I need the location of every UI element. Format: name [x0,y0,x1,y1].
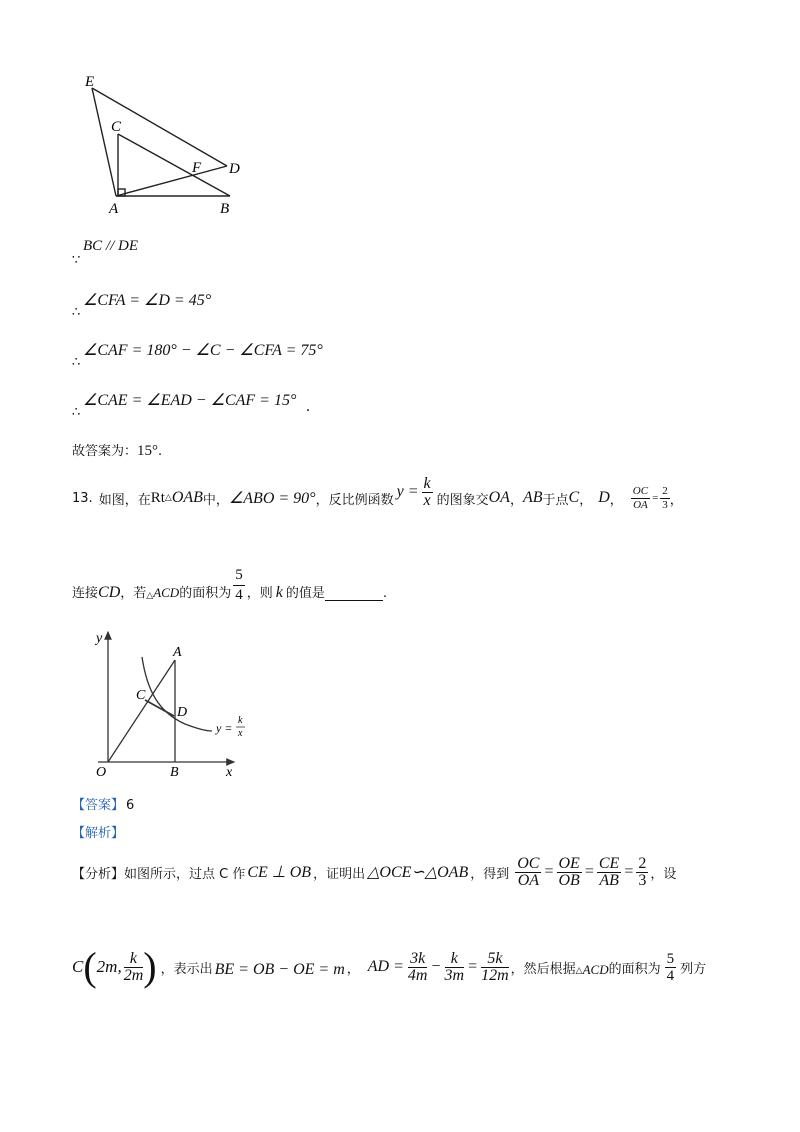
analysis-line-2 [72,942,706,992]
triangle-acd: ACD [153,585,180,600]
label-o: O [96,765,107,780]
figure-hyperbola-graph [90,625,250,780]
ad-lhs: AD = [367,958,404,975]
step-1-text: BC // DE [83,238,138,254]
equals-sign: = [468,958,478,975]
area-denominator: 4 [235,587,243,603]
numerator: OC [517,854,540,872]
segment-cd [145,700,174,716]
coordinate-y-fraction [124,951,144,984]
answer-tag: 【答案】 [72,798,125,813]
analysis-text: 的面积为 [608,961,661,977]
equals-sign: = [624,863,634,880]
denominator: 3 [638,871,647,889]
answer-blank [325,588,383,601]
comma: ， [346,961,360,977]
comma: ， [509,492,523,508]
analysis-subtag: 【分析】 [72,866,125,882]
segment-ab: AB [522,489,543,506]
label-a: A [109,201,119,217]
numerator: k [445,951,465,968]
curve-label-lhs: y = [216,721,233,735]
answer-line [72,440,162,460]
therefore-symbol: ∴ [72,355,81,370]
point-d: D [598,489,610,506]
equals-sign: = [652,492,659,504]
perpendicular-ce-ob: CE ⊥ OB [247,864,312,881]
triangle-oab: OAB [171,489,203,506]
numerator: OE [558,854,580,872]
function-denominator: x [423,491,431,509]
segment-ea [92,88,116,196]
ratio-value-numerator: 2 [662,484,668,497]
fraction-3k-4m [408,951,428,984]
fraction-k-3m [445,951,465,984]
because-symbol: ∵ [72,253,81,268]
ratio-denominator: OA [633,498,648,511]
curve-label-denominator: x [238,728,243,739]
equals-sign: = [584,863,594,880]
fraction-oc-oa [515,856,541,889]
problem-number: 13. [72,490,93,506]
denominator: 4m [407,966,428,984]
numerator: CE [598,854,620,872]
numerator: 5 [666,950,675,967]
therefore-symbol: ∴ [72,405,81,420]
problem-text: ，若 [120,586,147,601]
segment-cb [118,134,230,196]
numerator: 5k [481,951,509,968]
triangle-symbol: △ [575,966,583,976]
segment-oa: OA [488,489,510,506]
problem-13-line-1 [72,474,683,518]
step-4-period: . [306,398,311,415]
analysis-line-1 [72,850,676,894]
problem-text: ，则 [246,586,273,601]
denominator: 12m [481,966,509,984]
period: . [382,586,387,601]
function-numerator: k [423,474,431,492]
figure-triangles [80,70,260,220]
numerator: 2 [638,854,647,872]
similar-triangles: △OCE∽△OAB [367,864,469,881]
analysis-text: ，证明出 [313,866,366,882]
denominator: AB [599,871,619,889]
answer-prefix: 故答案为： [72,444,138,459]
problem-text: ，反比例函数 [315,492,394,508]
angle-abo: ∠ABO = 90° [228,490,316,507]
ratio-value-denominator: 3 [662,498,668,511]
step-4-text [83,390,311,415]
step-3-text: ∠CAF = 180° − ∠C − ∠CFA = 75° [83,342,323,359]
segment-cd: CD [98,584,121,601]
ratio-numerator: OC [632,484,649,497]
triangle-symbol: △ [146,591,154,601]
answer-tag-line [72,794,134,813]
minus-sign: − [431,958,441,975]
numerator: k [124,951,144,968]
answer-period: . [158,444,163,459]
denominator: 4 [666,967,675,984]
label-d: D [177,705,188,720]
area-numerator: 5 [233,566,245,586]
comma: ， [669,492,683,508]
analysis-text: ，设 [650,866,677,882]
numerator: 3k [408,951,428,968]
label-y: y [96,631,103,646]
denominator: 3m [444,966,465,984]
area-fraction [233,566,245,605]
step-2-text: ∠CFA = ∠D = 45° [83,292,212,309]
triangle-acd: ACD [582,962,609,977]
point-c: C [72,957,84,976]
coordinate-x: 2m, [96,957,122,976]
curve-label-numerator: k [238,715,243,726]
problem-13-line-2 [72,563,387,605]
variable-k: k [275,584,283,601]
analysis-text: 列方 [680,961,707,977]
answer-value: 6 [126,798,135,813]
problem-text: 的面积为 [179,586,232,601]
label-c: C [111,119,122,135]
left-paren: ( [83,944,97,989]
fraction-5k-12m [481,951,509,984]
label-b: B [170,765,179,780]
right-paren: ) [143,944,157,989]
rt-symbol: Rt [150,489,165,506]
problem-text: 的图象交 [436,492,489,508]
fraction-ce-ab [597,856,621,889]
function-fraction [422,476,433,509]
comma: ， [579,492,593,508]
label-b: B [220,201,230,217]
be-equation: BE = OB − OE = m [214,961,345,978]
fraction-oe-ob [557,856,582,889]
segment-ad [116,166,227,196]
label-a: A [173,645,182,660]
analysis-text: 如图所示，过点 C 作 [124,866,246,882]
problem-text: 于点 [542,492,569,508]
area-fraction [665,951,677,984]
ratio-fraction [631,485,650,512]
label-f: F [192,160,202,176]
point-c: C [568,489,580,506]
ratio-value-fraction [660,485,670,512]
analysis-text: ，表示出 [160,961,213,977]
denominator: OA [517,871,540,889]
answer-value: 15° [137,443,159,459]
label-d: D [229,161,240,177]
analysis-text: ，得到 [470,866,510,882]
label-e: E [85,74,95,90]
fraction-two-thirds [636,856,648,889]
problem-text: 如图，在 [98,492,151,508]
problem-text: 中， [202,492,229,508]
therefore-symbol: ∴ [72,305,81,320]
triangle-symbol: △ [164,493,172,503]
label-x: x [226,765,233,780]
problem-text: 的值是 [285,586,325,601]
function-lhs: y = [396,483,419,500]
denominator: 2m [123,966,144,984]
equals-sign: = [544,863,554,880]
analysis-text: ，然后根据 [510,961,576,977]
step-4-equation: ∠CAE = ∠EAD − ∠CAF = 15° [83,392,297,409]
analysis-tag: 【解析】 [72,826,125,841]
label-c: C [136,688,146,703]
comma: ， [609,492,623,508]
denominator: OB [558,871,580,889]
problem-text: 连接 [72,586,99,601]
analysis-tag-line [72,822,124,841]
